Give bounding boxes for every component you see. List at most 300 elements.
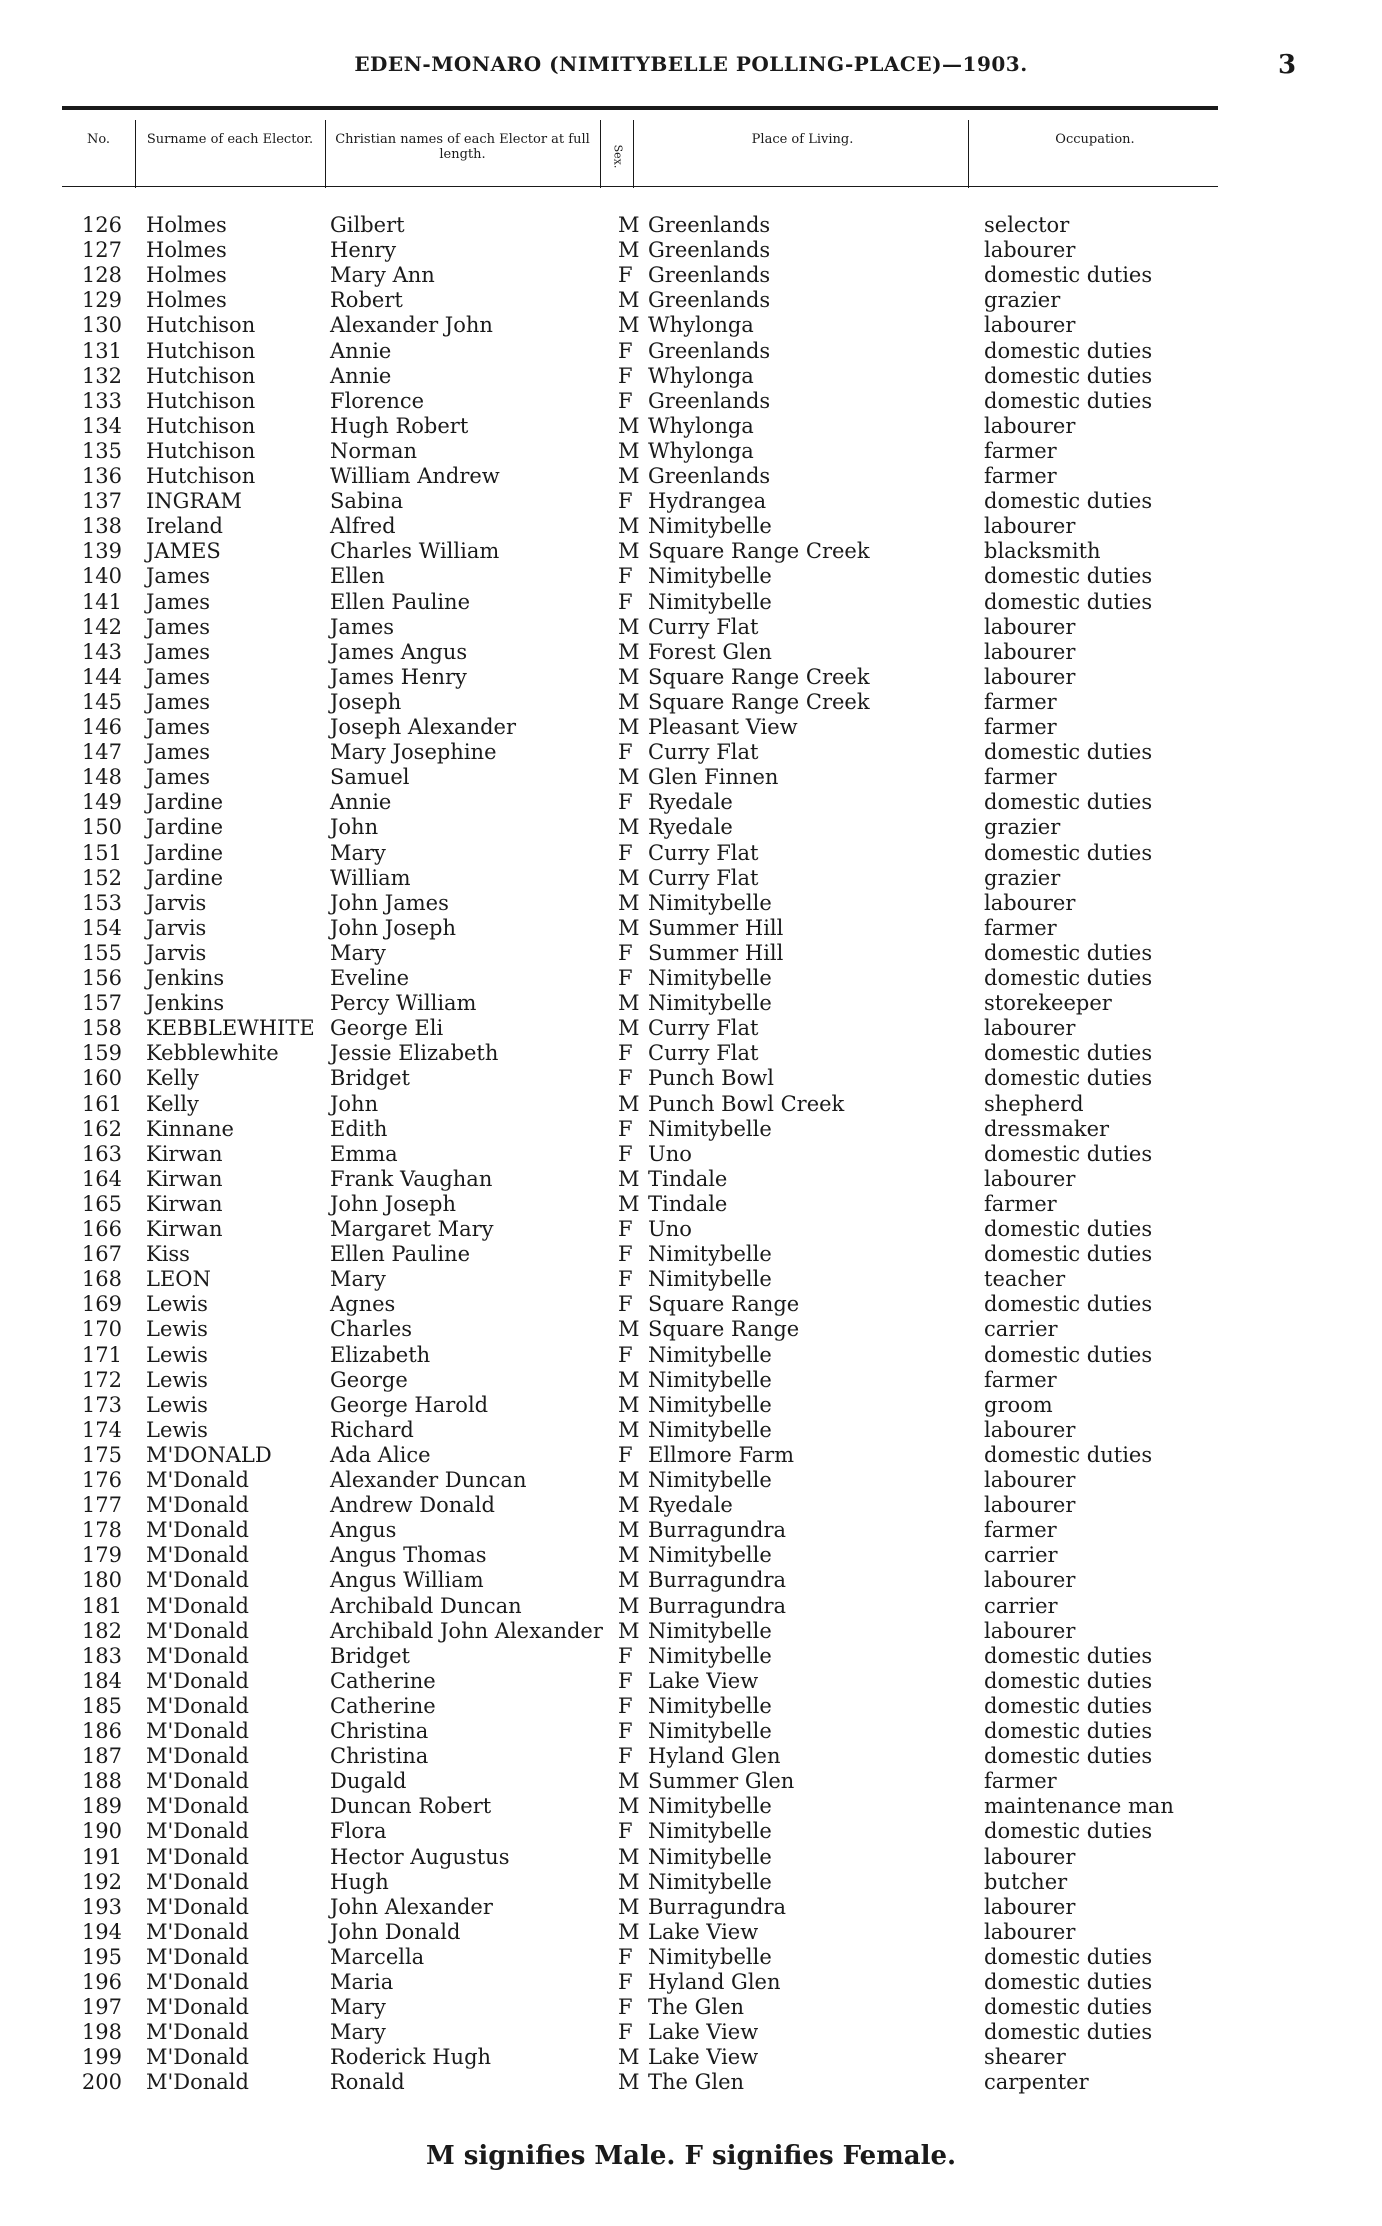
elector-surname: Holmes [146,238,227,263]
elector-place-of-living: Greenlands [648,464,771,488]
elector-surname: Hutchison [146,338,256,363]
elector-number: 158 [81,1016,122,1041]
elector-christian-names: George Harold [330,1392,489,1417]
table-row [0,464,1382,489]
table-row [0,1242,1382,1267]
page-title: EDEN-MONARO (NIMITYBELLE POLLING-PLACE)—1903. [354,52,1028,76]
table-row [0,414,1382,439]
elector-sex: M [618,1869,640,1894]
elector-number: 141 [81,589,122,614]
table-row [0,2020,1382,2045]
elector-place-of-living: Square Range Creek [648,539,870,564]
elector-occupation: labourer [984,1016,1076,1041]
elector-place-of-living: Square Range [648,1292,800,1317]
elector-sex: M [618,1191,640,1216]
elector-christian-names: Annie [330,363,392,388]
elector-surname: Kirwan [146,1141,223,1166]
elector-surname: James [146,765,211,790]
elector-number: 165 [81,1191,122,1216]
elector-sex: F [618,388,633,413]
elector-place-of-living: Nimitybelle [648,1242,772,1267]
elector-sex: M [618,1568,640,1593]
header-place-of-living: Place of Living. [751,132,854,147]
elector-occupation: carrier [984,1543,1058,1568]
elector-number: 176 [81,1468,122,1492]
elector-surname: Hutchison [146,413,256,438]
table-row [0,891,1382,916]
elector-sex: M [618,464,640,488]
table-row [0,1518,1382,1543]
elector-christian-names: Elizabeth [330,1342,431,1367]
elector-surname: Kelly [146,1066,199,1091]
elector-sex: F [618,940,633,965]
elector-place-of-living: Nimitybelle [648,1719,772,1743]
elector-surname: M'Donald [146,1643,249,1668]
elector-place-of-living: Punch Bowl Creek [648,1091,845,1116]
elector-christian-names: John James [330,890,449,915]
elector-place-of-living: Greenlands [648,388,771,413]
elector-sex: F [618,1970,633,1994]
elector-occupation: domestic duties [984,790,1153,815]
table-row [0,991,1382,1016]
table-row [0,1970,1382,1995]
elector-number: 163 [81,1141,122,1166]
elector-christian-names: John Joseph [330,1191,457,1216]
elector-occupation: domestic duties [984,1041,1153,1066]
elector-place-of-living: Burragundra [648,1568,787,1593]
elector-christian-names: Sabina [330,489,404,514]
elector-sex: M [618,915,640,940]
elector-christian-names: Hugh [330,1869,389,1894]
elector-sex: F [618,840,633,865]
elector-occupation: labourer [984,238,1076,263]
elector-number: 172 [81,1367,122,1392]
table-row [0,1443,1382,1468]
elector-place-of-living: Burragundra [648,1518,787,1543]
elector-surname: M'Donald [146,1468,249,1492]
elector-sex: M [618,1166,640,1191]
header-surname: Surname of each Elector. [146,132,314,147]
elector-christian-names: Catherine [330,1668,436,1693]
elector-number: 152 [81,865,122,890]
table-row [0,1267,1382,1292]
elector-sex: F [618,564,633,589]
elector-number: 170 [81,1317,122,1342]
elector-sex: M [618,991,640,1016]
table-row [0,941,1382,966]
elector-number: 196 [81,1970,122,1994]
elector-occupation: domestic duties [984,1242,1153,1267]
elector-number: 151 [81,840,122,865]
elector-sex: F [618,489,633,514]
elector-christian-names: Charles [330,1317,413,1342]
elector-place-of-living: Nimitybelle [648,966,772,990]
elector-place-of-living: Whylonga [648,413,754,438]
elector-occupation: farmer [984,438,1057,463]
table-row [0,1468,1382,1493]
table-row [0,1418,1382,1443]
elector-sex: M [618,2070,640,2095]
elector-number: 145 [81,689,122,714]
elector-christian-names: James Angus [330,639,468,664]
elector-number: 193 [81,1894,122,1919]
elector-surname: Kirwan [146,1166,223,1191]
elector-number: 187 [81,1744,122,1769]
elector-sex: M [618,765,640,790]
elector-place-of-living: Forest Glen [648,639,772,664]
elector-sex: M [618,639,640,664]
table-row [0,1744,1382,1769]
elector-number: 162 [81,1116,122,1141]
elector-sex: M [618,288,640,313]
table-row [0,1694,1382,1719]
elector-place-of-living: Whylonga [648,363,754,388]
elector-occupation: labourer [984,639,1076,664]
elector-surname: Jarvis [146,915,207,940]
elector-occupation: domestic duties [984,363,1153,388]
elector-place-of-living: Square Range Creek [648,689,870,714]
elector-occupation: domestic duties [984,1442,1153,1467]
elector-christian-names: Flora [330,1819,387,1844]
elector-number: 200 [81,2070,122,2095]
elector-occupation: shepherd [984,1091,1084,1116]
elector-number: 188 [81,1769,122,1794]
table-row [0,389,1382,414]
elector-christian-names: Margaret Mary [330,1217,494,1241]
sex-legend: M signifies Male. F signifies Female. [425,2141,957,2171]
elector-occupation: labourer [984,1844,1076,1869]
elector-christian-names: Samuel [330,765,410,790]
elector-christian-names: Mary Ann [330,263,435,288]
elector-christian-names: Ronald [330,2070,405,2095]
elector-christian-names: George [330,1367,408,1392]
header-rule [62,106,1218,110]
elector-surname: Kelly [146,1091,199,1116]
elector-place-of-living: Greenlands [648,338,771,363]
elector-place-of-living: Curry Flat [648,614,759,639]
elector-occupation: dressmaker [984,1116,1110,1141]
elector-place-of-living: Nimitybelle [648,890,772,915]
elector-christian-names: Annie [330,790,392,815]
table-row [0,439,1382,464]
elector-place-of-living: Nimitybelle [648,1618,772,1643]
table-row [0,1292,1382,1317]
elector-surname: M'DONALD [146,1442,272,1467]
header-bottom-rule [62,186,1218,187]
table-row [0,590,1382,615]
elector-christian-names: George Eli [330,1016,444,1041]
table-row [0,841,1382,866]
elector-christian-names: Ellen Pauline [330,1242,471,1267]
column-divider [600,120,601,188]
elector-occupation: domestic duties [984,1342,1153,1367]
elector-place-of-living: Nimitybelle [648,1869,772,1894]
elector-sex: M [618,313,640,338]
elector-place-of-living: Greenlands [648,213,771,237]
table-row [0,1769,1382,1794]
elector-sex: M [618,1016,640,1041]
elector-surname: James [146,639,211,664]
elector-occupation: blacksmith [984,539,1101,564]
elector-occupation: labourer [984,1468,1076,1492]
elector-christian-names: Joseph [330,689,402,714]
elector-occupation: domestic duties [984,940,1153,965]
elector-place-of-living: Nimitybelle [648,589,772,614]
elector-number: 130 [81,313,122,338]
elector-number: 147 [81,740,122,765]
elector-place-of-living: Uno [648,1141,692,1166]
elector-surname: Lewis [146,1342,208,1367]
elector-sex: F [618,1041,633,1066]
elector-christian-names: Dugald [330,1769,407,1794]
elector-place-of-living: Summer Hill [648,915,784,940]
column-divider [135,120,136,188]
elector-number: 182 [81,1618,122,1643]
elector-christian-names: Angus William [330,1568,484,1593]
elector-christian-names: Hugh Robert [330,413,469,438]
elector-number: 189 [81,1794,122,1819]
elector-occupation: carrier [984,1317,1058,1342]
elector-surname: M'Donald [146,1744,249,1769]
elector-christian-names: Mary [330,840,386,865]
elector-number: 143 [81,639,122,664]
elector-place-of-living: Uno [648,1217,692,1241]
elector-sex: M [618,614,640,639]
elector-christian-names: Florence [330,388,425,413]
elector-place-of-living: Punch Bowl [648,1066,774,1091]
elector-number: 126 [81,213,122,237]
table-row [0,615,1382,640]
elector-occupation: farmer [984,765,1057,790]
elector-number: 171 [81,1342,122,1367]
table-row [0,1493,1382,1518]
elector-surname: M'Donald [146,2070,249,2095]
elector-sex: M [618,1392,640,1417]
elector-occupation: domestic duties [984,1744,1153,1769]
elector-occupation: domestic duties [984,1944,1153,1969]
elector-occupation: farmer [984,1769,1057,1794]
elector-surname: M'Donald [146,1894,249,1919]
elector-occupation: domestic duties [984,1668,1153,1693]
elector-christian-names: William Andrew [330,464,500,488]
elector-christian-names: Christina [330,1744,429,1769]
elector-christian-names: Marcella [330,1944,425,1969]
table-row [0,1644,1382,1669]
table-row [0,815,1382,840]
elector-surname: M'Donald [146,1618,249,1643]
elector-occupation: labourer [984,1618,1076,1643]
elector-place-of-living: Lake View [648,2045,759,2070]
elector-number: 146 [81,715,122,739]
elector-number: 157 [81,991,122,1016]
elector-number: 135 [81,438,122,463]
elector-christian-names: James [330,614,395,639]
elector-surname: Jenkins [146,991,225,1016]
elector-sex: M [618,1894,640,1919]
elector-number: 137 [81,489,122,514]
elector-number: 156 [81,966,122,990]
elector-sex: F [618,1719,633,1743]
table-row [0,640,1382,665]
elector-occupation: selector [984,213,1070,237]
elector-sex: M [618,689,640,714]
column-divider [968,120,969,188]
elector-occupation: groom [984,1392,1053,1417]
elector-number: 179 [81,1543,122,1568]
table-row [0,1016,1382,1041]
elector-number: 190 [81,1819,122,1844]
elector-christian-names: Emma [330,1141,398,1166]
elector-number: 199 [81,2045,122,2070]
elector-occupation: butcher [984,1869,1068,1894]
elector-sex: F [618,2020,633,2045]
table-row [0,1594,1382,1619]
elector-christian-names: James Henry [330,664,467,689]
elector-christian-names: Ellen [330,564,385,589]
elector-christian-names: Bridget [330,1066,410,1091]
elector-surname: Holmes [146,288,227,313]
elector-surname: M'Donald [146,2020,249,2045]
elector-occupation: domestic duties [984,589,1153,614]
elector-occupation: labourer [984,1417,1076,1442]
elector-number: 177 [81,1493,122,1518]
elector-sex: M [618,1769,640,1794]
elector-christian-names: Henry [330,238,397,263]
elector-number: 134 [81,413,122,438]
elector-place-of-living: Ellmore Farm [648,1442,795,1467]
table-row [0,313,1382,338]
table-row [0,288,1382,313]
elector-sex: F [618,338,633,363]
elector-occupation: domestic duties [984,338,1153,363]
elector-sex: F [618,1066,633,1091]
elector-number: 186 [81,1719,122,1743]
elector-sex: M [618,1417,640,1442]
elector-christian-names: Duncan Robert [330,1794,492,1819]
elector-occupation: labourer [984,1894,1076,1919]
elector-sex: M [618,1543,640,1568]
elector-place-of-living: Nimitybelle [648,1392,772,1417]
elector-number: 154 [81,915,122,940]
elector-place-of-living: Burragundra [648,1894,787,1919]
elector-surname: James [146,715,211,739]
elector-sex: F [618,1995,633,2020]
elector-christian-names: Norman [330,438,418,463]
header-christian-names: Christian names of each Elector at full length. [335,132,590,162]
elector-occupation: domestic duties [984,564,1153,589]
elector-occupation: labourer [984,890,1076,915]
elector-christian-names: Robert [330,288,403,313]
elector-place-of-living: Summer Hill [648,940,784,965]
table-row [0,665,1382,690]
elector-place-of-living: Square Range [648,1317,800,1342]
elector-number: 161 [81,1091,122,1116]
elector-place-of-living: Ryedale [648,1493,733,1518]
elector-number: 142 [81,614,122,639]
elector-sex: M [618,213,640,237]
elector-sex: M [618,1593,640,1618]
elector-sex: M [618,2045,640,2070]
elector-christian-names: Alfred [330,514,396,539]
elector-occupation: teacher [984,1267,1066,1292]
elector-surname: Ireland [146,514,223,539]
table-row [0,213,1382,238]
elector-occupation: domestic duties [984,1719,1153,1743]
elector-sex: F [618,966,633,990]
elector-christian-names: Joseph Alexander [330,715,517,739]
elector-place-of-living: Lake View [648,1668,759,1693]
elector-surname: Hutchison [146,438,256,463]
elector-christian-names: Frank Vaughan [330,1166,493,1191]
table-row [0,1819,1382,1844]
elector-sex: M [618,438,640,463]
header-sex: Sex. [611,144,625,169]
elector-place-of-living: Curry Flat [648,865,759,890]
elector-occupation: domestic duties [984,1141,1153,1166]
table-row [0,1794,1382,1819]
elector-christian-names: Ellen Pauline [330,589,471,614]
elector-occupation: farmer [984,1191,1057,1216]
elector-surname: James [146,740,211,765]
elector-christian-names: Ada Alice [330,1442,431,1467]
elector-place-of-living: Curry Flat [648,740,759,765]
elector-place-of-living: Lake View [648,1919,759,1944]
elector-place-of-living: Curry Flat [648,840,759,865]
table-row [0,1995,1382,2020]
elector-sex: M [618,1794,640,1819]
elector-place-of-living: Whylonga [648,313,754,338]
elector-christian-names: Annie [330,338,392,363]
elector-sex: F [618,1342,633,1367]
elector-occupation: grazier [984,815,1061,840]
elector-place-of-living: Nimitybelle [648,1794,772,1819]
table-row [0,1619,1382,1644]
elector-place-of-living: Nimitybelle [648,564,772,589]
elector-surname: Hutchison [146,464,256,488]
elector-number: 153 [81,890,122,915]
elector-occupation: domestic duties [984,1217,1153,1241]
elector-christian-names: William [330,865,411,890]
elector-christian-names: John [330,1091,379,1116]
elector-christian-names: Angus [330,1518,397,1543]
elector-sex: M [618,865,640,890]
elector-christian-names: John [330,815,379,840]
elector-occupation: domestic duties [984,1970,1153,1994]
elector-place-of-living: Hyland Glen [648,1970,781,1994]
elector-surname: KEBBLEWHITE [146,1016,315,1041]
elector-occupation: farmer [984,464,1057,488]
elector-christian-names: Mary [330,2020,386,2045]
elector-christian-names: Angus Thomas [330,1543,487,1568]
elector-number: 133 [81,388,122,413]
table-row [0,1945,1382,1970]
table-row [0,238,1382,263]
table-row [0,339,1382,364]
elector-number: 155 [81,940,122,965]
elector-number: 144 [81,664,122,689]
elector-surname: Jardine [146,840,224,865]
table-row [0,1092,1382,1117]
table-row [0,1543,1382,1568]
elector-occupation: labourer [984,1568,1076,1593]
elector-sex: F [618,363,633,388]
elector-place-of-living: Greenlands [648,238,771,263]
elector-christian-names: Alexander John [330,313,493,338]
elector-christian-names: Jessie Elizabeth [330,1041,499,1066]
elector-surname: M'Donald [146,1769,249,1794]
elector-sex: M [618,1317,640,1342]
elector-number: 185 [81,1693,122,1718]
